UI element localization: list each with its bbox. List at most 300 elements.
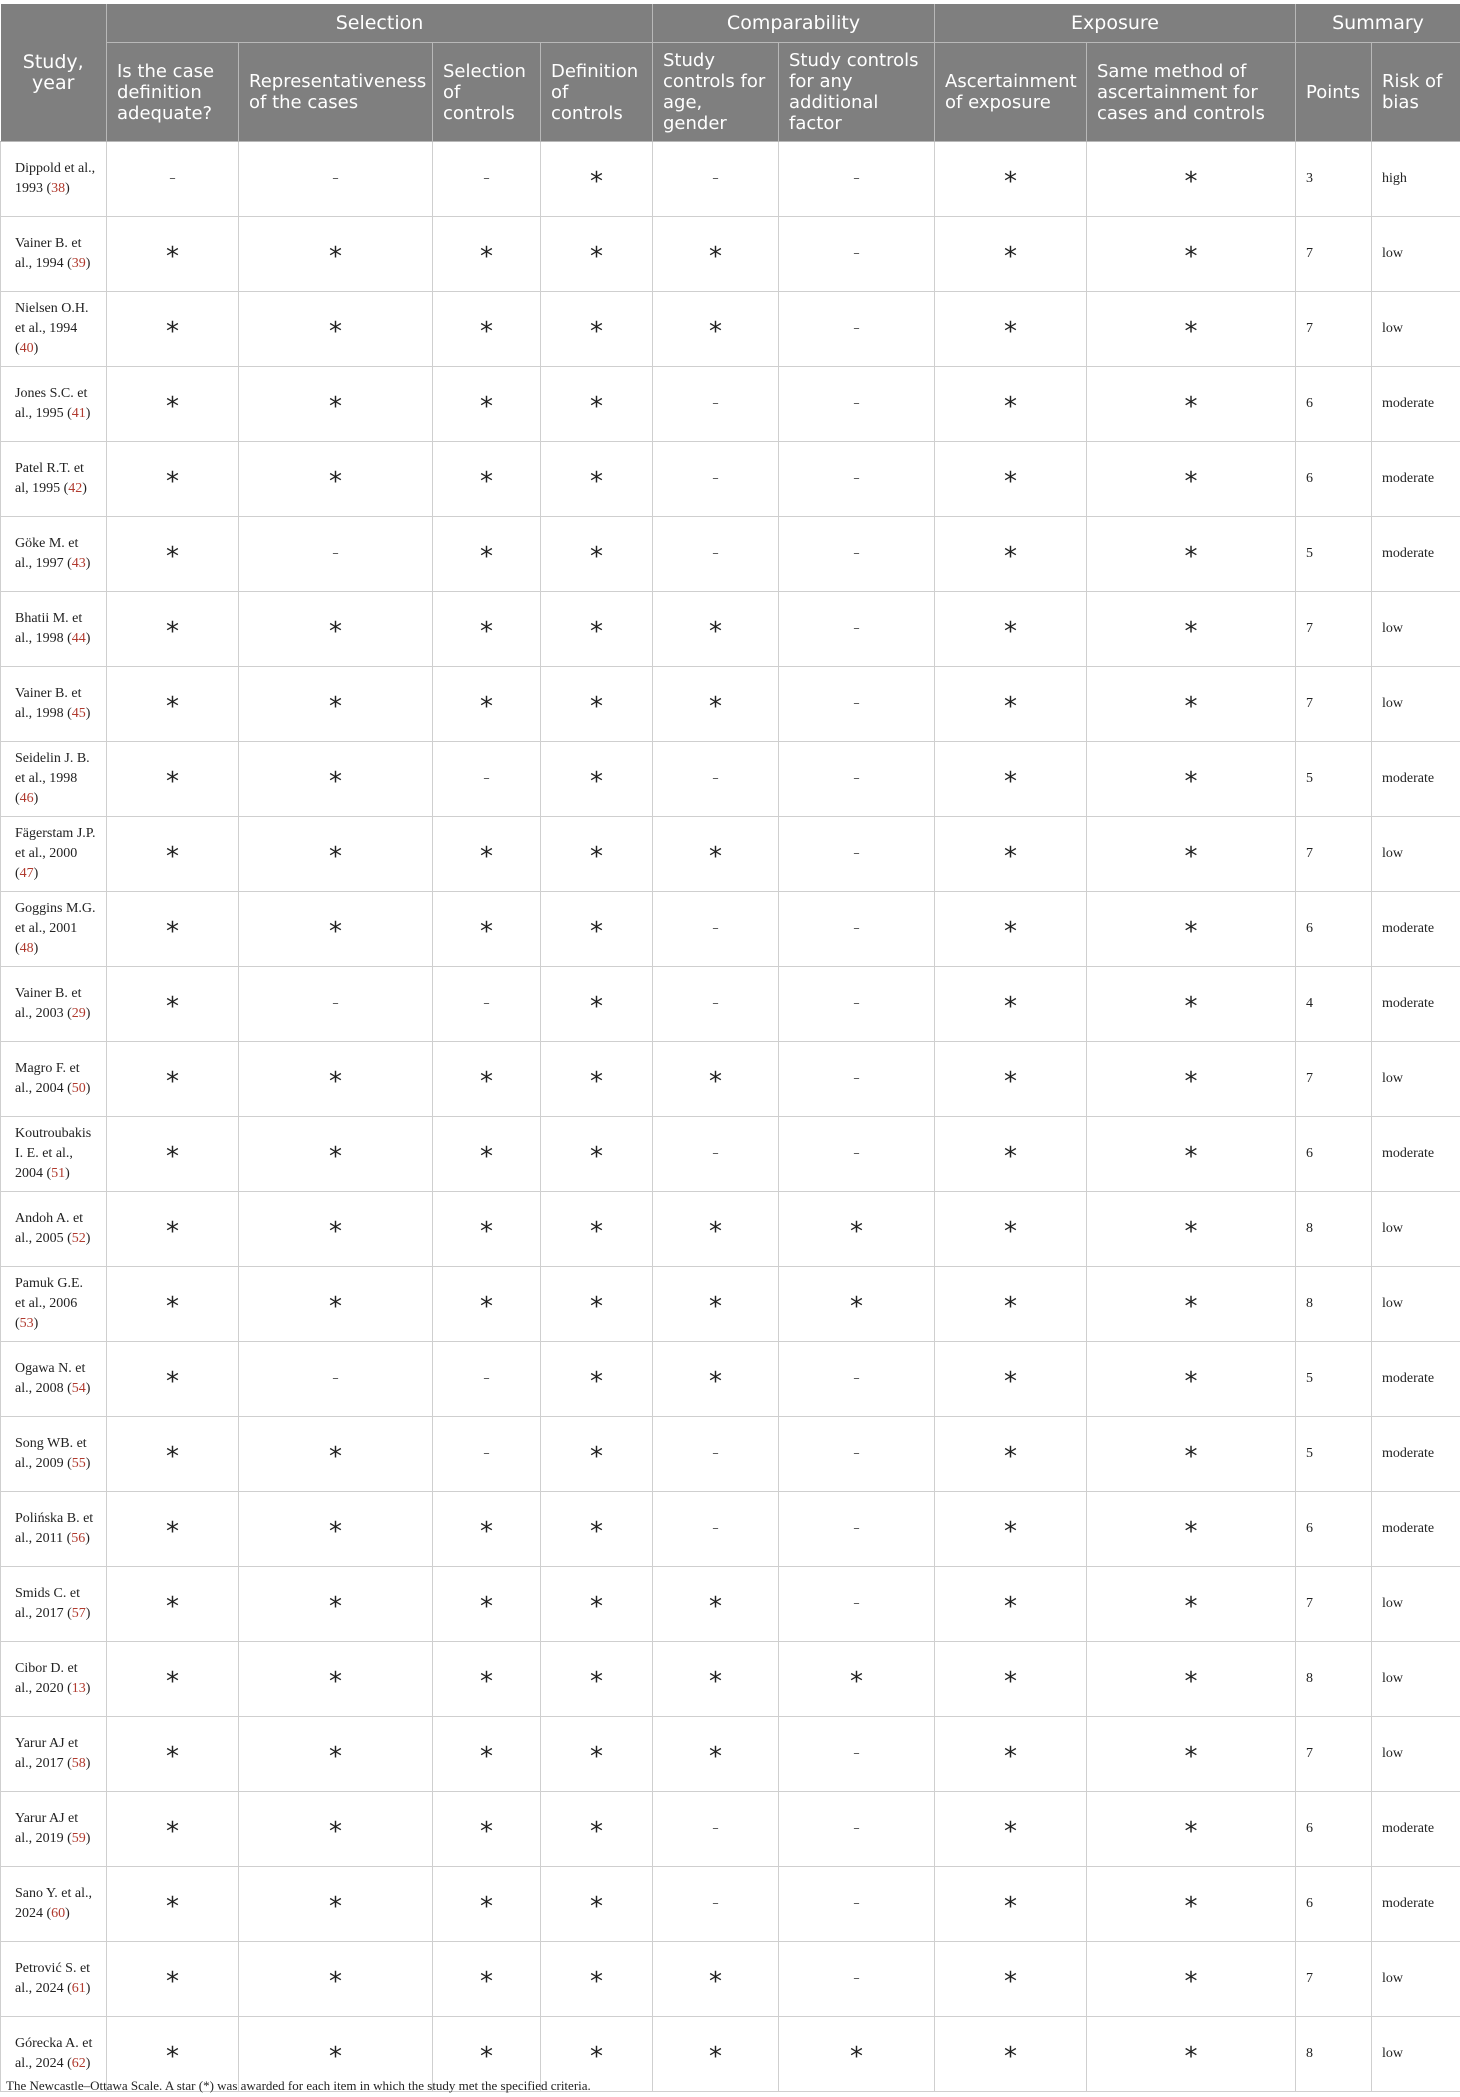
rating-cell bbox=[541, 667, 653, 742]
rating-cell bbox=[433, 817, 541, 892]
dash-mark: – bbox=[483, 771, 490, 786]
reference-link[interactable]: 40 bbox=[19, 341, 34, 356]
reference-link[interactable]: 58 bbox=[71, 1756, 86, 1771]
reference-link[interactable]: 53 bbox=[19, 1316, 34, 1331]
dash-mark: – bbox=[712, 1446, 719, 1461]
rating-cell bbox=[239, 1492, 433, 1567]
study-cell: Petrović S. et al., 2024 (61) bbox=[1, 1942, 107, 2017]
table-row bbox=[1, 367, 1460, 442]
dash-mark: – bbox=[853, 471, 860, 486]
study-cell: Vainer B. et al., 2003 (29) bbox=[1, 967, 107, 1042]
rating-cell bbox=[433, 1417, 541, 1492]
star-mark: * bbox=[480, 1666, 493, 1697]
rating-cell bbox=[107, 742, 239, 817]
star-mark: * bbox=[166, 316, 179, 347]
dash-mark: – bbox=[169, 171, 176, 186]
table-row bbox=[1, 1417, 1460, 1492]
rating-cell bbox=[935, 292, 1087, 367]
study-name: Vainer B. et al., 1994 bbox=[15, 236, 82, 271]
rating-cell bbox=[1087, 667, 1296, 742]
study-cell: Fägerstam J.P. et al., 2000 (47) bbox=[1, 817, 107, 892]
rating-cell bbox=[107, 367, 239, 442]
table-row bbox=[1, 1642, 1460, 1717]
dash-mark: – bbox=[853, 771, 860, 786]
rating-cell bbox=[107, 1192, 239, 1267]
reference-link[interactable]: 41 bbox=[71, 406, 86, 421]
dash-mark: – bbox=[712, 771, 719, 786]
dash-mark: – bbox=[853, 171, 860, 186]
study-cell: Yarur AJ et al., 2017 (58) bbox=[1, 1717, 107, 1792]
rating-cell bbox=[935, 967, 1087, 1042]
star-mark: * bbox=[1004, 466, 1017, 497]
dash-mark: – bbox=[332, 171, 339, 186]
star-mark: * bbox=[1184, 2041, 1198, 2072]
points-cell: 6 bbox=[1296, 892, 1372, 967]
star-mark: * bbox=[329, 1216, 342, 1247]
reference-link[interactable]: 29 bbox=[71, 1006, 86, 1021]
reference-link[interactable]: 57 bbox=[71, 1606, 86, 1621]
risk-cell: low bbox=[1372, 1717, 1460, 1792]
rating-cell bbox=[541, 1717, 653, 1792]
star-mark: * bbox=[590, 1216, 603, 1247]
reference-link[interactable]: 42 bbox=[68, 481, 83, 496]
dash-mark: – bbox=[712, 1896, 719, 1911]
dash-mark: – bbox=[853, 846, 860, 861]
rating-cell bbox=[653, 1642, 779, 1717]
reference-link[interactable]: 60 bbox=[51, 1906, 66, 1921]
study-cell: Vainer B. et al., 1994 (39) bbox=[1, 217, 107, 292]
rating-cell bbox=[541, 1642, 653, 1717]
study-name: Seidelin J. B. et al., 1998 bbox=[15, 751, 90, 786]
rating-cell bbox=[935, 1717, 1087, 1792]
reference-link[interactable]: 51 bbox=[51, 1166, 66, 1181]
rating-cell bbox=[541, 592, 653, 667]
star-mark: * bbox=[590, 1966, 603, 1997]
rating-cell bbox=[653, 367, 779, 442]
dash-mark: – bbox=[853, 696, 860, 711]
star-mark: * bbox=[709, 841, 722, 872]
rating-cell bbox=[541, 1267, 653, 1342]
star-mark: * bbox=[590, 1441, 603, 1472]
reference-link[interactable]: 43 bbox=[71, 556, 86, 571]
rating-cell bbox=[779, 1867, 935, 1942]
rating-cell bbox=[1087, 1267, 1296, 1342]
dash-mark: – bbox=[712, 1821, 719, 1836]
star-mark: * bbox=[480, 466, 493, 497]
star-mark: * bbox=[1004, 841, 1017, 872]
star-mark: * bbox=[1004, 391, 1017, 422]
rating-cell bbox=[239, 892, 433, 967]
risk-cell: low bbox=[1372, 1267, 1460, 1342]
rating-cell bbox=[107, 667, 239, 742]
dash-mark: – bbox=[483, 1446, 490, 1461]
star-mark: * bbox=[1004, 1816, 1017, 1847]
rating-cell bbox=[1087, 592, 1296, 667]
star-mark: * bbox=[329, 841, 342, 872]
reference-link[interactable]: 54 bbox=[71, 1381, 86, 1396]
rating-cell bbox=[541, 1567, 653, 1642]
rating-cell bbox=[433, 1792, 541, 1867]
rating-cell bbox=[935, 1867, 1087, 1942]
rating-cell bbox=[935, 1492, 1087, 1567]
rating-cell bbox=[433, 517, 541, 592]
star-mark: * bbox=[590, 1141, 603, 1172]
rating-cell bbox=[1087, 2017, 1296, 2092]
rating-cell bbox=[1087, 1867, 1296, 1942]
rating-cell bbox=[239, 1417, 433, 1492]
rating-cell bbox=[239, 967, 433, 1042]
reference-link[interactable]: 62 bbox=[71, 2056, 86, 2071]
rating-cell bbox=[541, 1342, 653, 1417]
star-mark: * bbox=[166, 616, 179, 647]
rating-cell bbox=[433, 142, 541, 217]
rating-cell bbox=[935, 367, 1087, 442]
col-header-same-method: Same method of ascertainment for cases and controls bbox=[1087, 43, 1296, 142]
star-mark: * bbox=[329, 916, 342, 947]
star-mark: * bbox=[1184, 616, 1198, 647]
rating-cell bbox=[239, 1867, 433, 1942]
rating-cell bbox=[433, 892, 541, 967]
rating-cell bbox=[107, 217, 239, 292]
star-mark: * bbox=[590, 466, 603, 497]
table-row bbox=[1, 592, 1460, 667]
reference-link[interactable]: 50 bbox=[71, 1081, 86, 1096]
table-row bbox=[1, 1567, 1460, 1642]
star-mark: * bbox=[166, 541, 179, 572]
study-cell: Song WB. et al., 2009 (55) bbox=[1, 1417, 107, 1492]
star-mark: * bbox=[590, 1666, 603, 1697]
reference-link[interactable]: 13 bbox=[71, 1681, 86, 1696]
rating-cell bbox=[779, 2017, 935, 2092]
risk-cell: low bbox=[1372, 1942, 1460, 2017]
rating-cell bbox=[779, 142, 935, 217]
rating-cell bbox=[653, 1117, 779, 1192]
rating-cell bbox=[653, 217, 779, 292]
study-name: Górecka A. et al., 2024 bbox=[15, 2036, 93, 2071]
star-mark: * bbox=[480, 916, 493, 947]
star-mark: * bbox=[166, 1891, 179, 1922]
rating-cell bbox=[1087, 442, 1296, 517]
rating-cell bbox=[779, 1567, 935, 1642]
rating-cell bbox=[653, 892, 779, 967]
dash-mark: – bbox=[332, 1371, 339, 1386]
dash-mark: – bbox=[853, 921, 860, 936]
risk-cell: moderate bbox=[1372, 1867, 1460, 1942]
star-mark: * bbox=[329, 391, 342, 422]
rating-cell bbox=[107, 892, 239, 967]
star-mark: * bbox=[1004, 1891, 1017, 1922]
col-header-additional-factor: Study controls for any additional factor bbox=[779, 43, 935, 142]
star-mark: * bbox=[329, 691, 342, 722]
risk-cell: low bbox=[1372, 292, 1460, 367]
rating-cell bbox=[653, 1867, 779, 1942]
star-mark: * bbox=[329, 1666, 342, 1697]
reference-link[interactable]: 46 bbox=[19, 791, 34, 806]
points-cell: 7 bbox=[1296, 1567, 1372, 1642]
risk-cell: moderate bbox=[1372, 1492, 1460, 1567]
study-name: Dippold et al., 1993 bbox=[15, 161, 96, 196]
dash-mark: – bbox=[332, 996, 339, 1011]
star-mark: * bbox=[590, 1816, 603, 1847]
star-mark: * bbox=[709, 1966, 722, 1997]
rating-cell bbox=[779, 742, 935, 817]
rating-cell bbox=[239, 817, 433, 892]
rating-cell bbox=[1087, 1192, 1296, 1267]
rating-cell bbox=[433, 1192, 541, 1267]
star-mark: * bbox=[590, 766, 603, 797]
study-name: Sano Y. et al., 2024 bbox=[15, 1886, 92, 1921]
study-cell: Göke M. et al., 1997 (43) bbox=[1, 517, 107, 592]
points-cell: 6 bbox=[1296, 1792, 1372, 1867]
rating-cell bbox=[239, 292, 433, 367]
group-header-summary: Summary bbox=[1296, 4, 1460, 43]
star-mark: * bbox=[480, 1741, 493, 1772]
table-row bbox=[1, 142, 1460, 217]
rating-cell bbox=[239, 1642, 433, 1717]
table-row bbox=[1, 1867, 1460, 1942]
study-name: Bhatii M. et al., 1998 bbox=[15, 611, 83, 646]
rating-cell bbox=[1087, 1642, 1296, 1717]
reference-link[interactable]: 56 bbox=[71, 1531, 86, 1546]
star-mark: * bbox=[1004, 1741, 1017, 1772]
table-row bbox=[1, 742, 1460, 817]
study-name: Nielsen O.H. et al., 1994 bbox=[15, 301, 89, 336]
dash-mark: – bbox=[712, 396, 719, 411]
star-mark: * bbox=[480, 841, 493, 872]
reference-link[interactable]: 52 bbox=[71, 1231, 86, 1246]
reference-link[interactable]: 47 bbox=[19, 866, 34, 881]
star-mark: * bbox=[1184, 1441, 1198, 1472]
star-mark: * bbox=[480, 616, 493, 647]
rating-cell bbox=[935, 817, 1087, 892]
star-mark: * bbox=[709, 1666, 722, 1697]
star-mark: * bbox=[166, 1591, 179, 1622]
study-cell: Ogawa N. et al., 2008 (54) bbox=[1, 1342, 107, 1417]
rating-cell bbox=[779, 217, 935, 292]
star-mark: * bbox=[329, 1891, 342, 1922]
rating-cell bbox=[433, 1267, 541, 1342]
col-header-representativeness: Representativeness of the cases bbox=[239, 43, 433, 142]
points-cell: 7 bbox=[1296, 217, 1372, 292]
rating-cell bbox=[935, 1342, 1087, 1417]
rating-cell bbox=[779, 1942, 935, 2017]
star-mark: * bbox=[1184, 166, 1198, 197]
star-mark: * bbox=[1004, 241, 1017, 272]
star-mark: * bbox=[329, 1966, 342, 1997]
rating-cell bbox=[653, 1717, 779, 1792]
rating-cell bbox=[935, 1792, 1087, 1867]
rating-cell bbox=[779, 592, 935, 667]
star-mark: * bbox=[166, 2041, 179, 2072]
table-row bbox=[1, 517, 1460, 592]
rating-cell bbox=[1087, 1492, 1296, 1567]
rating-cell bbox=[653, 1042, 779, 1117]
rating-cell bbox=[541, 142, 653, 217]
table-row bbox=[1, 1042, 1460, 1117]
rating-cell bbox=[653, 142, 779, 217]
rating-cell bbox=[653, 1942, 779, 2017]
rating-cell bbox=[433, 1492, 541, 1567]
star-mark: * bbox=[1184, 1816, 1198, 1847]
star-mark: * bbox=[166, 1816, 179, 1847]
star-mark: * bbox=[1004, 541, 1017, 572]
star-mark: * bbox=[480, 541, 493, 572]
rating-cell bbox=[239, 1042, 433, 1117]
rating-cell bbox=[107, 292, 239, 367]
points-cell: 8 bbox=[1296, 1267, 1372, 1342]
star-mark: * bbox=[1004, 1441, 1017, 1472]
rating-cell bbox=[107, 1717, 239, 1792]
dash-mark: – bbox=[712, 471, 719, 486]
points-cell: 6 bbox=[1296, 1867, 1372, 1942]
rating-cell bbox=[779, 517, 935, 592]
rating-cell bbox=[935, 1117, 1087, 1192]
header-column-row bbox=[1, 43, 1460, 142]
table-row bbox=[1, 292, 1460, 367]
star-mark: * bbox=[480, 1141, 493, 1172]
star-mark: * bbox=[1004, 1066, 1017, 1097]
study-name: Pamuk G.E. et al., 2006 bbox=[15, 1276, 84, 1311]
rating-cell bbox=[239, 1792, 433, 1867]
star-mark: * bbox=[590, 316, 603, 347]
star-mark: * bbox=[1004, 166, 1017, 197]
rating-cell bbox=[541, 442, 653, 517]
table-row bbox=[1, 667, 1460, 742]
study-cell: Smids C. et al., 2017 (57) bbox=[1, 1567, 107, 1642]
star-mark: * bbox=[166, 1441, 179, 1472]
star-mark: * bbox=[590, 541, 603, 572]
star-mark: * bbox=[709, 1741, 722, 1772]
rating-cell bbox=[433, 1567, 541, 1642]
star-mark: * bbox=[480, 1066, 493, 1097]
star-mark: * bbox=[1004, 1516, 1017, 1547]
star-mark: * bbox=[850, 2041, 863, 2072]
rating-cell bbox=[779, 667, 935, 742]
star-mark: * bbox=[166, 1966, 179, 1997]
rating-cell bbox=[779, 1117, 935, 1192]
reference-link[interactable]: 48 bbox=[19, 941, 34, 956]
rating-cell bbox=[1087, 142, 1296, 217]
dash-mark: – bbox=[483, 1371, 490, 1386]
star-mark: * bbox=[590, 1516, 603, 1547]
star-mark: * bbox=[1004, 916, 1017, 947]
star-mark: * bbox=[709, 616, 722, 647]
star-mark: * bbox=[590, 166, 603, 197]
star-mark: * bbox=[329, 1516, 342, 1547]
study-name: Jones S.C. et al., 1995 bbox=[15, 386, 88, 421]
rating-cell bbox=[239, 1717, 433, 1792]
study-cell: Koutroubakis I. E. et al., 2004 (51) bbox=[1, 1117, 107, 1192]
rating-cell bbox=[1087, 1942, 1296, 2017]
star-mark: * bbox=[1184, 1141, 1198, 1172]
study-name: Andoh A. et al., 2005 bbox=[15, 1211, 84, 1246]
star-mark: * bbox=[329, 316, 342, 347]
rating-cell bbox=[107, 1567, 239, 1642]
rating-cell bbox=[1087, 892, 1296, 967]
study-name: Goggins M.G. et al., 2001 bbox=[15, 901, 96, 936]
risk-cell: moderate bbox=[1372, 367, 1460, 442]
star-mark: * bbox=[590, 1591, 603, 1622]
rating-cell bbox=[779, 967, 935, 1042]
reference-link[interactable]: 61 bbox=[71, 1981, 86, 1996]
rating-cell bbox=[1087, 742, 1296, 817]
star-mark: * bbox=[590, 1741, 603, 1772]
table-row bbox=[1, 1117, 1460, 1192]
star-mark: * bbox=[329, 2041, 342, 2072]
points-cell: 7 bbox=[1296, 1042, 1372, 1117]
table-row bbox=[1, 967, 1460, 1042]
star-mark: * bbox=[850, 1666, 863, 1697]
star-mark: * bbox=[329, 1141, 342, 1172]
rating-cell bbox=[935, 1567, 1087, 1642]
rating-cell bbox=[1087, 1567, 1296, 1642]
star-mark: * bbox=[709, 1216, 722, 1247]
rating-cell bbox=[541, 1192, 653, 1267]
study-name: Cibor D. et al., 2020 bbox=[15, 1661, 78, 1696]
star-mark: * bbox=[480, 1216, 493, 1247]
table-row bbox=[1, 1942, 1460, 2017]
points-cell: 7 bbox=[1296, 667, 1372, 742]
risk-cell: moderate bbox=[1372, 1342, 1460, 1417]
dash-mark: – bbox=[853, 396, 860, 411]
col-header-points: Points bbox=[1296, 43, 1372, 142]
rating-cell bbox=[107, 442, 239, 517]
star-mark: * bbox=[590, 1891, 603, 1922]
study-year-header: Study, year bbox=[1, 4, 107, 142]
star-mark: * bbox=[590, 241, 603, 272]
rating-cell bbox=[653, 1492, 779, 1567]
star-mark: * bbox=[1184, 841, 1198, 872]
points-cell: 5 bbox=[1296, 517, 1372, 592]
reference-link[interactable]: 59 bbox=[71, 1831, 86, 1846]
star-mark: * bbox=[1184, 466, 1198, 497]
rating-cell bbox=[779, 1792, 935, 1867]
rating-cell bbox=[653, 1567, 779, 1642]
star-mark: * bbox=[850, 1291, 863, 1322]
rating-cell bbox=[433, 367, 541, 442]
reference-link[interactable]: 45 bbox=[71, 706, 86, 721]
rating-cell bbox=[1087, 817, 1296, 892]
study-name: Yarur AJ et al., 2017 bbox=[15, 1736, 79, 1771]
rating-cell bbox=[1087, 367, 1296, 442]
reference-link[interactable]: 55 bbox=[71, 1456, 86, 1471]
dash-mark: – bbox=[483, 996, 490, 1011]
reference-link[interactable]: 38 bbox=[51, 181, 66, 196]
rating-cell bbox=[1087, 1117, 1296, 1192]
star-mark: * bbox=[1004, 316, 1017, 347]
points-cell: 7 bbox=[1296, 292, 1372, 367]
star-mark: * bbox=[329, 466, 342, 497]
points-cell: 5 bbox=[1296, 1342, 1372, 1417]
star-mark: * bbox=[480, 2041, 493, 2072]
star-mark: * bbox=[1184, 241, 1198, 272]
star-mark: * bbox=[166, 1516, 179, 1547]
star-mark: * bbox=[1184, 1291, 1198, 1322]
col-header-age-gender: Study controls for age, gender bbox=[653, 43, 779, 142]
group-header-exposure: Exposure bbox=[935, 4, 1296, 43]
star-mark: * bbox=[590, 1366, 603, 1397]
rating-cell bbox=[107, 1642, 239, 1717]
rating-cell bbox=[541, 1117, 653, 1192]
rating-cell bbox=[779, 892, 935, 967]
rating-cell bbox=[433, 1642, 541, 1717]
col-header-selection-controls: Selection of controls bbox=[433, 43, 541, 142]
star-mark: * bbox=[329, 1441, 342, 1472]
study-name: Song WB. et al., 2009 bbox=[15, 1436, 87, 1471]
reference-link[interactable]: 44 bbox=[71, 631, 86, 646]
star-mark: * bbox=[329, 241, 342, 272]
reference-link[interactable]: 39 bbox=[71, 256, 86, 271]
